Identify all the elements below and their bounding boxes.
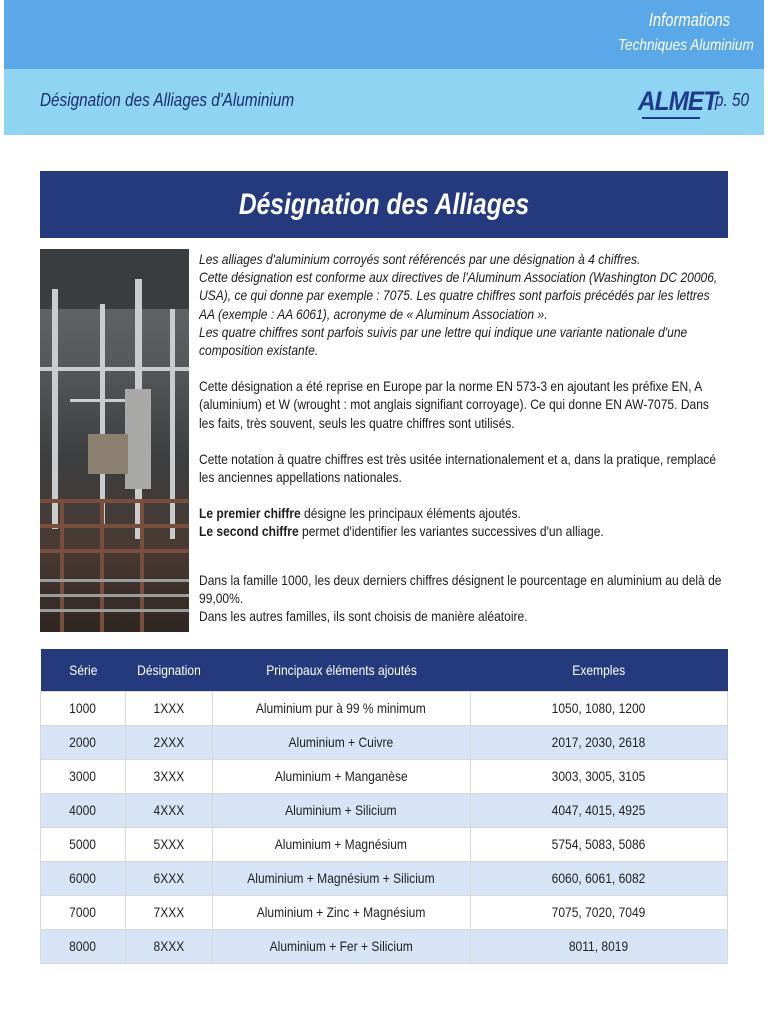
cell-designation: 3XXX [125, 759, 212, 793]
cell-elements: Aluminium + Silicium [212, 793, 470, 827]
cell-serie: 3000 [41, 759, 126, 793]
header-examples: Exemples [572, 661, 626, 678]
table-row [41, 725, 728, 759]
second-digit-line [199, 522, 727, 540]
table-row [41, 691, 728, 725]
page-number: p. 50 [715, 90, 750, 110]
intro-paragraph-2: Cette désignation est conforme aux directives de l'Aluminum Association (Washington DC 20006, USA), ce qui donne par exemple : 7075. Les quatre chiffres sont parfois précédés par les lettres AA (exemple : AA 6061), acronyme de « Aluminum Association ». [199, 269, 718, 322]
document-title: Désignation des Alliages d'Aluminium [40, 90, 295, 110]
first-digit-label: Le premier chiffre [199, 505, 301, 522]
first-digit-line [199, 504, 727, 522]
table-row [41, 861, 728, 895]
cell-designation: 2XXX [125, 725, 212, 759]
table-row [41, 929, 728, 963]
cell-designation: 6XXX [125, 861, 212, 895]
intro-paragraph-5: Cette notation à quatre chiffres est très usitée internationalement et a, dans la pratique, remplacé les anciennes appellations nationales. [199, 450, 717, 486]
top-banner [4, 0, 764, 69]
cell-elements: Aluminium + Cuivre [212, 725, 470, 759]
cell-designation: 7XXX [125, 895, 212, 929]
intro-paragraph-1: Les alliages d'aluminium corroyés sont référencés par une désignation à 4 chiffres. [199, 251, 641, 267]
cell-examples: 7075, 7020, 7049 [470, 895, 727, 929]
cell-examples: 1050, 1080, 1200 [470, 691, 727, 725]
cell-designation: 8XXX [125, 929, 212, 963]
brand-underline [642, 117, 700, 119]
alloy-series-table [40, 649, 728, 964]
cell-serie: 6000 [41, 861, 126, 895]
cell-serie: 4000 [41, 793, 126, 827]
intro-text [199, 250, 727, 625]
banner-info-line1: Informations [648, 10, 730, 30]
subtitle-banner [4, 69, 764, 135]
cell-elements: Aluminium + Zinc + Magnésium [212, 895, 470, 929]
cell-elements: Aluminium + Manganèse [212, 759, 470, 793]
factory-photo [40, 249, 189, 632]
cell-elements: Aluminium + Magnésium [212, 827, 470, 861]
intro-paragraph-6: Dans la famille 1000, les deux derniers chiffres désignent le pourcentage en aluminium au delà de 99,00%. [199, 571, 722, 606]
cell-serie: 8000 [41, 929, 126, 963]
cell-examples: 6060, 6061, 6082 [470, 861, 727, 895]
intro-paragraph-4: Cette désignation a été reprise en Europe par la norme EN 573-3 en ajoutant les préfixe EN, A (aluminium) et W (wrought : mot anglais signifiant corroyage). Ce qui donne EN AW-7075. Dans les faits, très souvent, seuls les quatre chiffres sont utilisés. [199, 378, 709, 431]
cell-designation: 4XXX [125, 793, 212, 827]
cell-examples: 8011, 8019 [470, 929, 727, 963]
cell-serie: 1000 [41, 691, 126, 725]
cell-examples: 5754, 5083, 5086 [470, 827, 727, 861]
header-elements: Principaux éléments ajoutés [265, 661, 417, 678]
cell-designation: 5XXX [125, 827, 212, 861]
section-title-bar [40, 171, 728, 238]
cell-elements: Aluminium pur à 99 % minimum [212, 691, 470, 725]
table-row [41, 793, 728, 827]
cell-elements: Aluminium + Fer + Silicium [212, 929, 470, 963]
banner-info-line2: Techniques Aluminium [618, 37, 754, 54]
cell-serie: 2000 [41, 725, 126, 759]
first-digit-text: désigne les principaux éléments ajoutés. [300, 505, 521, 522]
cell-serie: 7000 [41, 895, 126, 929]
header-designation: Désignation [136, 661, 201, 678]
cell-examples: 4047, 4015, 4925 [470, 793, 727, 827]
cell-examples: 2017, 2030, 2618 [470, 725, 727, 759]
cell-serie: 5000 [41, 827, 126, 861]
table-header-row [41, 649, 728, 691]
second-digit-text: permet d'identifier les variantes successives d'un alliage. [298, 523, 604, 540]
table-row [41, 827, 728, 861]
cell-designation: 1XXX [125, 691, 212, 725]
intro-paragraph-7: Dans les autres familles, ils sont choisis de manière aléatoire. [199, 608, 528, 625]
cell-examples: 3003, 3005, 3105 [470, 759, 727, 793]
table-row [41, 759, 728, 793]
header-serie: Série [68, 661, 97, 678]
section-title: Désignation des Alliages [238, 187, 530, 221]
second-digit-label: Le second chiffre [199, 523, 299, 540]
brand-logo: ALMET [638, 86, 718, 116]
intro-paragraph-3: Les quatre chiffres sont parfois suivis par une lettre qui indique une variante nationale d'une composition existante. [199, 323, 688, 359]
cell-elements: Aluminium + Magnésium + Silicium [212, 861, 470, 895]
table-row [41, 895, 728, 929]
